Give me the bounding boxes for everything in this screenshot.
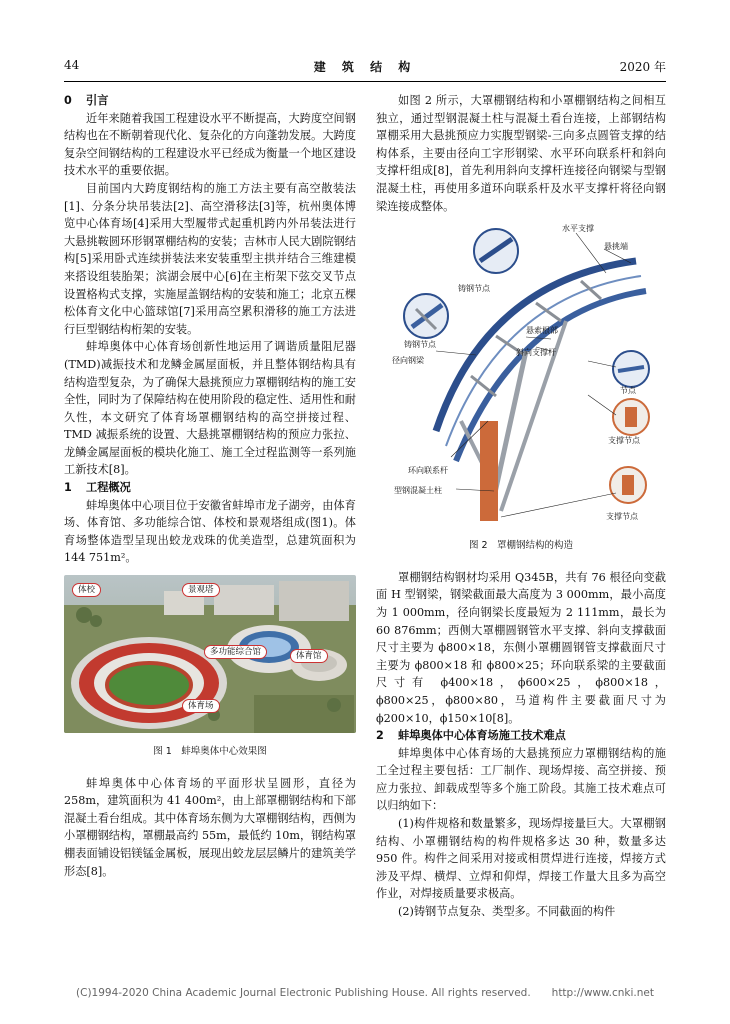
- copyright-footer: (C)1994-2020 China Academic Journal Electronic Publishing House. All rights reserved. http://www.cnki.net: [76, 987, 654, 999]
- paragraph: 蚌埠奥体中心项目位于安徽省蚌埠市龙子湖旁，由体育场、体育馆、多功能综合馆、体校和景观塔组成(图1)。体育场整体造型呈现出蛟龙戏珠的优美造型，总建筑面积为 144 751m²。: [64, 498, 356, 565]
- paragraph: 罩棚钢结构钢材均采用 Q345B，共有 76 根径向变截面 H 型钢梁，钢梁截面最大高度为 3 000mm，最小高度为 1 000mm，径向钢梁长度最短为 2 111mm，最长为 60 876mm；西侧大罩棚圆钢管水平支撑、斜向支撑截面尺寸主要为 ϕ800×18，东侧小罩棚圆钢管支撑截面尺寸主要为 ϕ800×18 和 ϕ800×25；环向联系梁的主要截面尺寸有 ϕ400×18，ϕ600×25，ϕ800×18，ϕ800×25，ϕ800×80，马道构件主要截面尺寸为 ϕ200×10，ϕ150×10[8]。: [376, 570, 666, 725]
- fig2-label-huanxianglianxigan: 环向联系杆: [408, 466, 448, 476]
- paragraph: 近年来随着我国工程建设水平不断提高，大跨度空间钢结构也在不断朝着现代化、复杂化的方向蓬勃发展。大跨度复杂空间钢结构的工程建设水平已经成为衡量一个地区建设技术水平的重要依据。: [64, 111, 356, 178]
- figure-2-diagram: [376, 221, 666, 527]
- fig2-label-shuipingzhicheng: 水平支撑: [562, 224, 594, 234]
- paragraph: (2)铸钢节点复杂、类型多。不同截面的构件: [398, 905, 616, 919]
- paragraph: 蚌埠奥体中心体育场的平面形状呈圆形，直径为 258m，建筑面积为 41 400m²，由上部罩棚钢结构和下部混凝土看台组成。其中体育场东侧为大罩棚钢结构，西侧为小罩棚钢结构，罩棚最高约 55m，最低约 10m，钢结构罩棚表面铺设铝镁锰金属板，展现出蛟龙层层鳞片的建筑美学形态[8]。: [64, 776, 356, 878]
- figure-1-rendering: [64, 575, 356, 733]
- fig2-label-xuansuojiaogen: 悬索根部: [526, 326, 558, 336]
- section-number: 2: [376, 729, 384, 743]
- section-heading-1: [64, 479, 356, 497]
- ring-tie: [536, 303, 561, 321]
- figure-1-caption: 图 1 蚌埠奥体中心效果图: [153, 746, 267, 758]
- fig1-label-tiyuguan: 体育馆: [290, 649, 328, 663]
- page-header: [64, 58, 666, 78]
- src-column: [480, 421, 498, 521]
- section-title: 工程概况: [86, 481, 131, 495]
- paragraph: (1)构件规格和数量繁多，现场焊接量巨大。大罩棚钢结构、小罩棚钢结构的构件规格多达 30 种，数量多达 950 件。构件之间采用对接或相贯焊进行连接，焊接方式涉及平焊、横焊、立焊和仰焊，焊接工作量大且多为高空作业，对焊接质量要求极高。: [376, 817, 666, 901]
- section-heading-0: [64, 92, 356, 110]
- fig2-label-xinggangzhu: 型钢混凝土柱: [394, 486, 442, 496]
- right-column: [376, 92, 666, 921]
- fig1-label-jingguanta: 景观塔: [182, 583, 220, 597]
- section-number: 0: [64, 94, 72, 107]
- fig2-label-zhichengjiedian-mid: 支撑节点: [608, 436, 640, 446]
- fig2-label-zhugangjiedian-mid: 铸钢节点: [404, 340, 436, 350]
- fig2-label-xuantiaoduan: 悬挑端: [604, 242, 628, 252]
- fig1-label-duogongneng: 多功能综合馆: [204, 645, 267, 659]
- section-title: 引言: [86, 94, 109, 107]
- header-rule: [64, 81, 666, 82]
- paragraph: 蚌埠奥体中心体育场创新性地运用了调谐质量阻尼器(TMD)减振技术和龙鳞金属屋面板，并且整体钢结构具有结构造型复杂，为了确保大悬挑预应力罩棚钢结构的施工安全性，同时为了保障结构在使用阶段的稳定性、适用性和耐久性，本文研究了体育场罩棚钢结构的高空拼接过程、TMD 减振系统的设置、大悬挑罩棚钢结构的预应力张拉、龙鳞金属屋面板的模块化施工、施工全过程监测等一系列施工新技术[8]。: [64, 340, 356, 477]
- fig1-label-tiyuchang: 体育场: [182, 699, 220, 713]
- fig2-label-jiedian: 节点: [620, 386, 636, 396]
- paragraph: 蚌埠奥体中心体育场的大悬挑预应力罩棚钢结构的施工全过程主要包括：工厂制作、现场焊接、高空拼接、预应力张拉、卸载成型等多个施工阶段。其施工技术难点可以归纳如下：: [376, 746, 666, 813]
- section-title: 蚌埠奥体中心体育场施工技术难点: [398, 729, 566, 743]
- fig2-label-zhugangjiedian-top: 铸钢节点: [458, 284, 490, 294]
- left-column: [64, 92, 356, 880]
- paragraph: 目前国内大跨度钢结构的施工方法主要有高空散装法[1]、分条分块吊装法[2]、高空滑移法[3]等，杭州奥体博览中心体育场[4]采用大型履带式起重机跨内外吊装法进行大悬挑鞍圆环形钢罩棚结构的安装；吉林市人民大剧院钢结构[5]采用卧式连续拼装法来安装重型主拱并结合三维建模来搭设组装胎架；滨湖会展中心[6]在主桁架下弦交叉节点设置格构式支撑，实施屋盖钢结构的安装和施工；北京五棵松体育文化中心篮球馆[7]采用高空累积滑移的施工方法进行巨型钢结构桁架的安装。: [64, 181, 356, 336]
- journal-year: 2020 年: [619, 60, 666, 74]
- fig2-label-xiexiangzhichenggan: 斜向支撑杆: [516, 348, 556, 358]
- fig2-label-jingxianggangliang: 径向钢梁: [392, 356, 424, 366]
- section-heading-2: [376, 727, 666, 745]
- fig1-label-tixiao: 体校: [72, 583, 101, 597]
- page-number: 44: [64, 58, 80, 72]
- paragraph: 如图 2 所示，大罩棚钢结构和小罩棚钢结构之间相互独立，通过型钢混凝土柱与混凝土看台连接，上部钢结构罩棚采用大悬挑预应力实腹型钢梁-三向多点圆管支撑的结构体系，主要由径向工字形钢梁、水平环向联系杆和斜向支撑杆组成[8]，首先利用斜向支撑杆连接径向钢梁与型钢混凝土柱，再使用多道环向联系杆及水平支撑杆将径向钢梁连接成整体。: [376, 94, 666, 213]
- section-number: 1: [64, 481, 72, 495]
- roof-structure-diagram: [376, 221, 666, 527]
- figure-2-caption: 图 2 罩棚钢结构的构造: [468, 540, 574, 552]
- journal-title: 建 筑 结 构: [313, 60, 417, 74]
- fig2-label-zhichengjiedian-bottom: 支撑节点: [606, 512, 638, 522]
